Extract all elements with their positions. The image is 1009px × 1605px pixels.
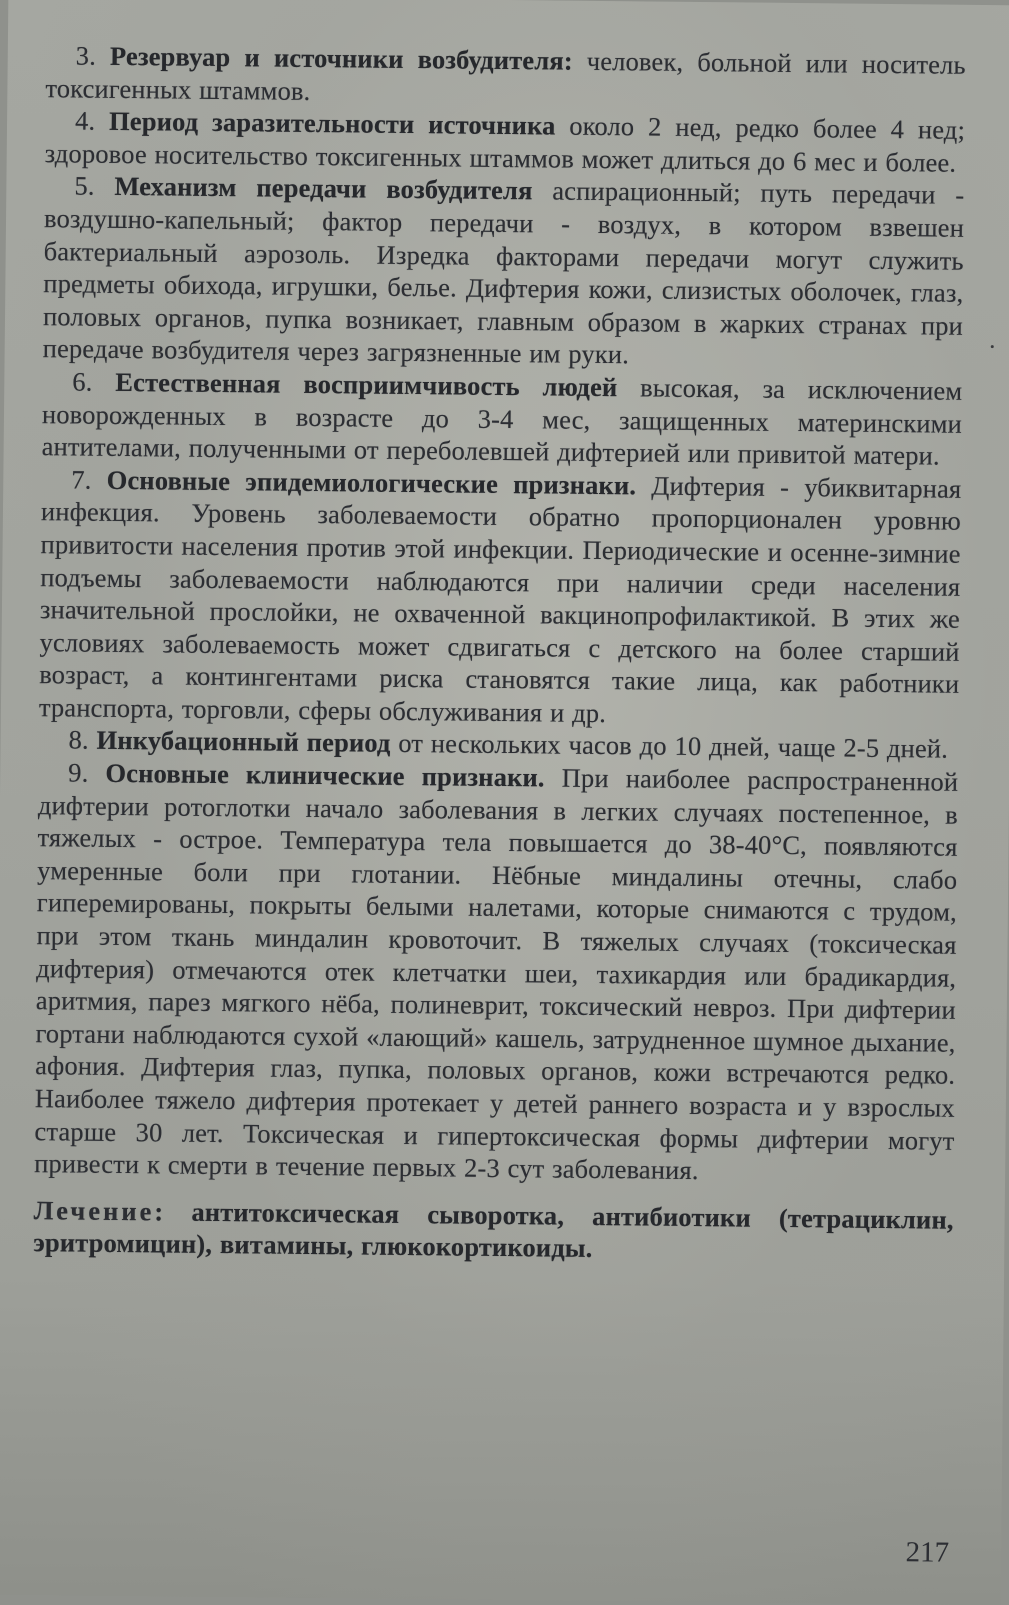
paragraph-number: 3.: [75, 40, 111, 71]
paragraph-susceptibility: [42, 365, 963, 472]
paragraph-number: 5.: [74, 170, 115, 202]
paragraph-text: Дифтерия - убиквитарная инфекция. Уровень заболеваемости обратно пропорционален уровню привитости населения против этой инфекции. Периодические и осенне-зимние подъемы заболеваемости наблюдаются при наличии среди населения значительной прослойки, не охваченной вакцинопрофилактикой. В этих же условиях заболеваемость может сдвигаться с детского на более старший возраст, а контингентами риска становятся такие лица, как работники транспорта, торговли, сферы обслуживания и др.: [38, 470, 962, 728]
paragraph-heading: Механизм передачи возбудителя: [114, 171, 533, 206]
paragraph-treatment: [33, 1194, 954, 1269]
paragraph-epidemiology: [39, 463, 962, 733]
paragraph-contagious-period: [45, 104, 966, 179]
paragraph-number: 9.: [68, 757, 106, 788]
page-number: 217: [905, 1536, 950, 1569]
paragraph-text: аспирационный; путь передачи - воздушно-капельный; фактор передачи - воздух, в котором взвешен бактериальный аэрозоль. Изредка факторами передачи могут служить предметы обихода, игрушки, белье. Дифтерия кожи, слизистых оболочек, глаз, половых органов, пупка возникает, главным образом в жарких странах при передаче возбудителя через загрязненные им руки.: [42, 175, 965, 370]
paragraph-transmission: [43, 170, 965, 375]
paper-speck: [991, 345, 994, 348]
paragraph-number: 7.: [71, 464, 107, 495]
paragraph-text: от нескольких часов до 10 дней, чаще 2-5 дней.: [390, 728, 949, 765]
paragraph-clinical-signs: [34, 756, 958, 1189]
paragraph-text: При наиболее распространенной дифтерии ротоглотки начало заболевания в легких случаях постепенное, в тяжелых - острое. Температура тела повышается до 38-40°С, появляются умеренные боли при глотании. Нёбные миндалины отечны, слабо гиперемированы, покрыты белыми налетами, которые снимаются с трудом, при этом ткань миндалин кровоточит. В тяжелых случаях (токсическая дифтерия) отмечаются отек клетчатки шеи, тахикардия или брадикардия, аритмия, парез мягкого нёба, полиневрит, токсический невроз. При дифтерии гортани наблюдаются сухой «лающий» кашель, затрудненное шумное дыхание, афония. Дифтерия глаз, пупка, половых органов, кожи встречаются редко. Наиболее тяжело дифтерия протекает у детей раннего возраста и у взрослых старше 30 лет. Токсическая и гипертоксическая формы дифтерии могут привести к смерти в течение первых 2-3 сут заболевания.: [34, 762, 959, 1186]
paragraph-number: 4.: [74, 105, 110, 137]
paragraph-heading: Резервуар и источники возбудителя:: [109, 40, 573, 76]
treatment-text: : антитоксическая сыворотка, антибиотики (тетрациклин, эритромицин), витамины, глюкокортикоиды.: [33, 1196, 954, 1264]
paragraph-reservoir: [45, 39, 966, 114]
paragraph-number: 8.: [68, 724, 97, 756]
page-body: [33, 39, 966, 1269]
paragraph-heading: Инкубационный период: [96, 725, 391, 759]
paragraph-text: около 2 нед, редко более 4 нед; здоровое носительство токсигенных штаммов может длиться до 6 мес и более.: [44, 110, 966, 178]
paragraph-text: высокая, за исключением новорожденных в возрасте до 3-4 мес, защищенных материнскими антителами, полученными от переболевшей дифтерией или привитой матери.: [41, 372, 963, 471]
paragraph-heading: Естественная восприимчивость людей: [115, 366, 618, 403]
paragraph-heading: Основные клинические признаки.: [105, 757, 545, 793]
paragraph-heading: Период заразительности источника: [108, 106, 556, 141]
paragraph-text: человек, больной или носитель токсигенных штаммов.: [45, 45, 966, 106]
paragraph-heading: Основные эпидемиологические признаки.: [106, 464, 637, 501]
paragraph-number: 6.: [72, 366, 116, 397]
treatment-label: Лечение: [33, 1194, 155, 1227]
